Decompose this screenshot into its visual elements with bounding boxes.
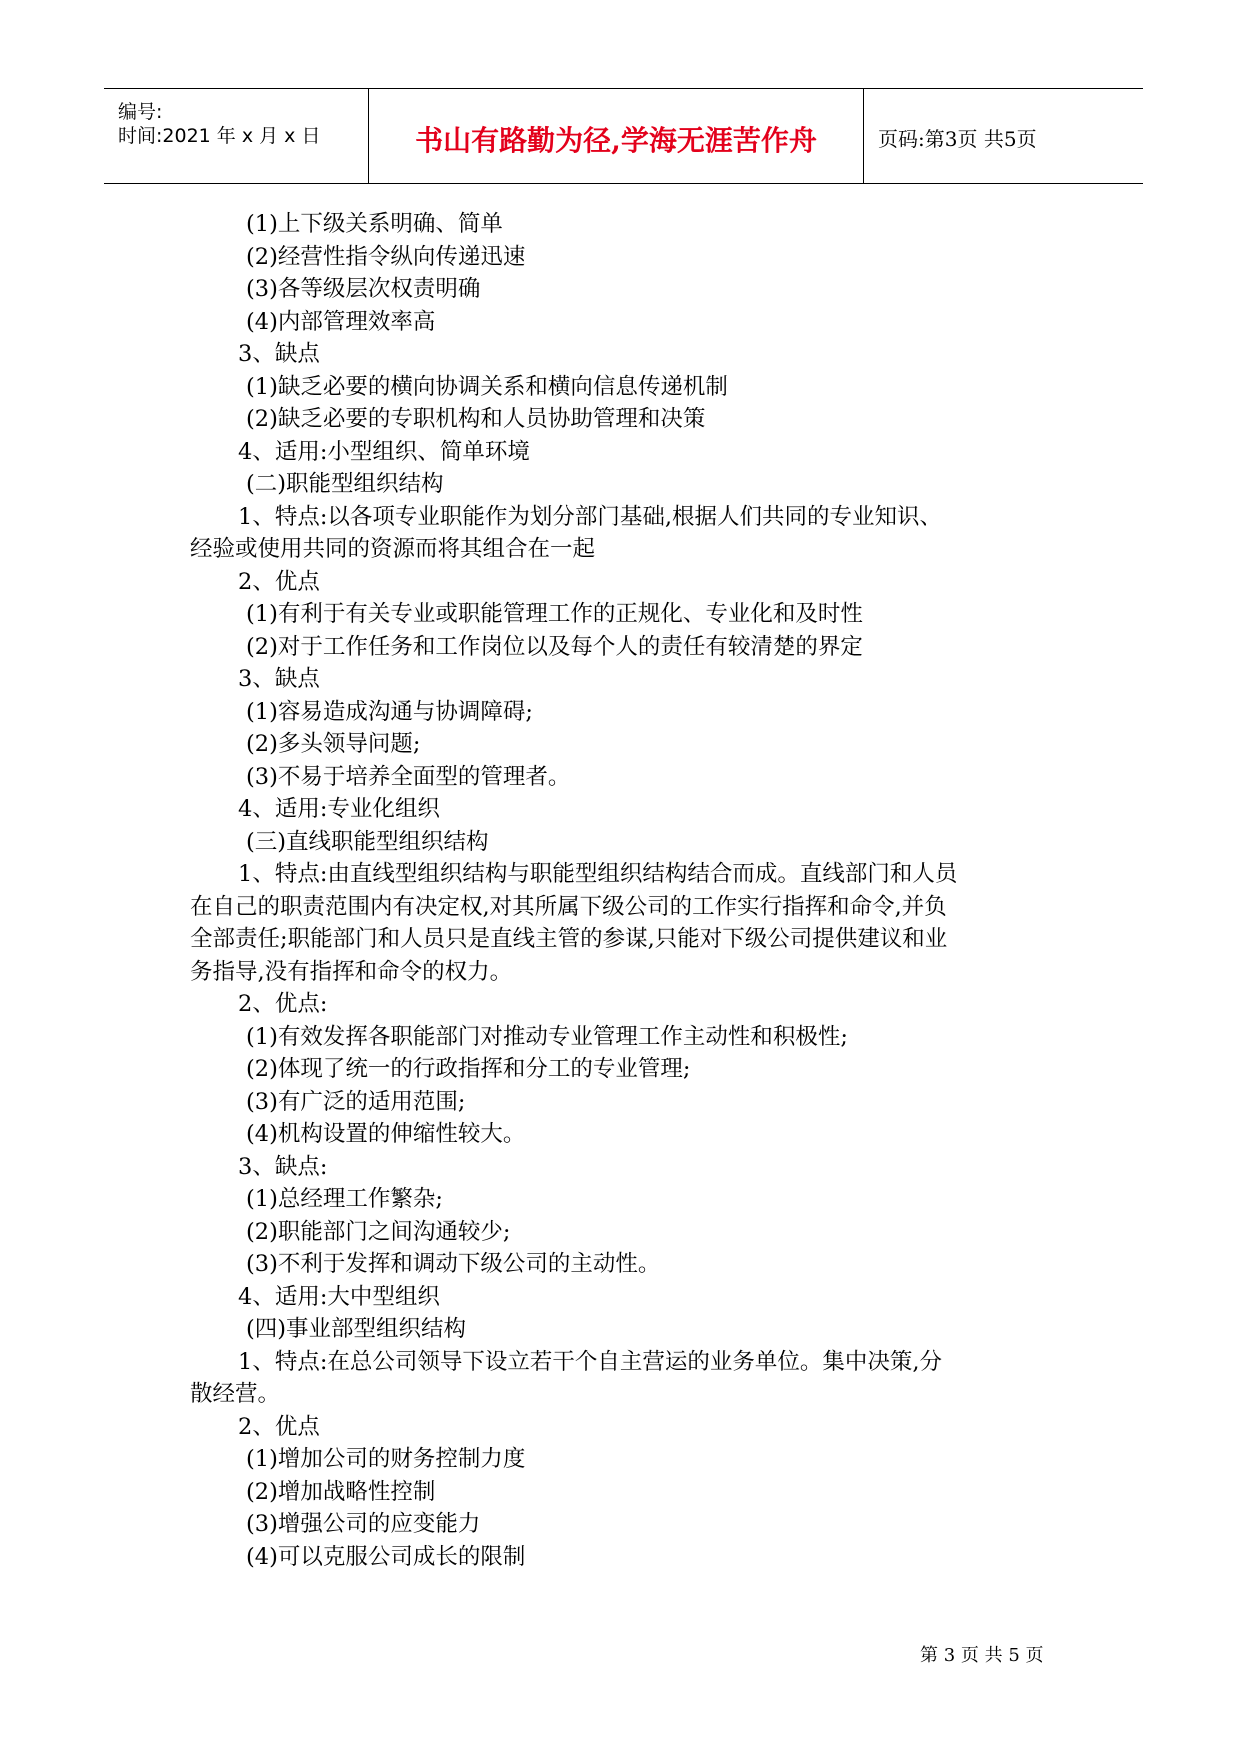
body-line: (2)体现了统一的行政指挥和分工的专业管理; (246, 1056, 691, 1082)
body-line: 在自己的职责范围内有决定权,对其所属下级公司的工作实行指挥和命令,并负 (190, 893, 947, 920)
body-line: 3、缺点 (238, 666, 320, 692)
body-line: (四)事业部型组织结构 (246, 1316, 467, 1342)
header-meta-cell (104, 89, 369, 183)
body-line: (三)直线职能型组织结构 (246, 828, 489, 855)
body-line: 4、适用:专业化组织 (238, 796, 440, 822)
body-line: (2)对于工作任务和工作岗位以及每个人的责任有较清楚的界定 (246, 633, 863, 660)
body-line: 散经营。 (190, 1381, 281, 1407)
body-line: (1)容易造成沟通与协调障碍; (246, 698, 533, 725)
body-line: 全部责任;职能部门和人员只是直线主管的参谋,只能对下级公司提供建议和业 (190, 926, 948, 952)
body-line: (2)缺乏必要的专职机构和人员协助管理和决策 (246, 406, 706, 432)
body-line: (1)上下级关系明确、简单 (246, 211, 503, 237)
body-line: 2、优点 (238, 1413, 320, 1440)
document-body (190, 208, 1060, 1573)
body-line: (2)职能部门之间沟通较少; (246, 1218, 511, 1245)
body-line: (2)增加战略性控制 (246, 1478, 436, 1505)
header-motto-cell (369, 89, 864, 183)
body-line: (2)经营性指令纵向传递迅速 (246, 243, 526, 270)
body-line: (3)有广泛的适用范围; (246, 1088, 466, 1115)
body-line: (1)增加公司的财务控制力度 (246, 1446, 526, 1472)
page-total-number: 5 (1003, 127, 1017, 151)
body-line: (二)职能型组织结构 (246, 471, 444, 497)
body-line: 4、适用:小型组织、简单环境 (238, 438, 530, 465)
page-header (104, 88, 1143, 184)
body-line: 1、特点:以各项专业职能作为划分部门基础,根据人们共同的专业知识、 (238, 503, 943, 530)
body-line: (3)不易于培养全面型的管理者。 (246, 763, 571, 790)
page-footer: 第 3 页 共 5 页 (920, 1645, 1044, 1666)
document-number-label: 编号: (118, 101, 163, 123)
header-motto: 书山有路勤为径,学海无涯苦作舟 (415, 124, 817, 157)
body-line: (2)多头领导问题; (246, 731, 421, 757)
body-line: (1)有利于有关专业或职能管理工作的正规化、专业化和及时性 (246, 601, 863, 627)
header-page-info (878, 123, 1037, 152)
body-line: 2、优点 (238, 568, 320, 595)
body-line: (3)不利于发挥和调动下级公司的主动性。 (246, 1251, 661, 1277)
page-end-label: 页 (1016, 127, 1037, 151)
body-line: (1)总经理工作繁杂; (246, 1186, 443, 1212)
page-label: 页码:第 (878, 127, 945, 151)
page-current-number: 3 (944, 127, 958, 151)
header-page-cell (864, 89, 1143, 183)
body-line: (4)内部管理效率高 (246, 308, 436, 335)
body-line: 3、缺点 (238, 341, 320, 367)
body-line: 1、特点:由直线型组织结构与职能型组织结构结合而成。直线部门和人员 (238, 861, 958, 887)
body-line: (1)有效发挥各职能部门对推动专业管理工作主动性和积极性; (246, 1023, 848, 1050)
body-line: (4)可以克服公司成长的限制 (246, 1543, 526, 1570)
body-line: 经验或使用共同的资源而将其组合在一起 (190, 536, 596, 562)
body-line: (3)增强公司的应变能力 (246, 1511, 481, 1537)
body-line: 4、适用:大中型组织 (238, 1283, 440, 1310)
body-line: (4)机构设置的伸缩性较大。 (246, 1121, 526, 1147)
page-mid-label: 页 共 (957, 127, 1004, 151)
body-line: 2、优点: (238, 991, 328, 1017)
body-line: 务指导,没有指挥和命令的权力。 (190, 958, 513, 985)
body-line: (3)各等级层次权责明确 (246, 276, 481, 302)
body-line: 3、缺点: (238, 1153, 328, 1180)
document-date-label: 时间:2021 年 x 月 x 日 (118, 125, 321, 147)
body-line: 1、特点:在总公司领导下设立若干个自主营运的业务单位。集中决策,分 (238, 1348, 943, 1375)
body-line: (1)缺乏必要的横向协调关系和横向信息传递机制 (246, 373, 728, 400)
